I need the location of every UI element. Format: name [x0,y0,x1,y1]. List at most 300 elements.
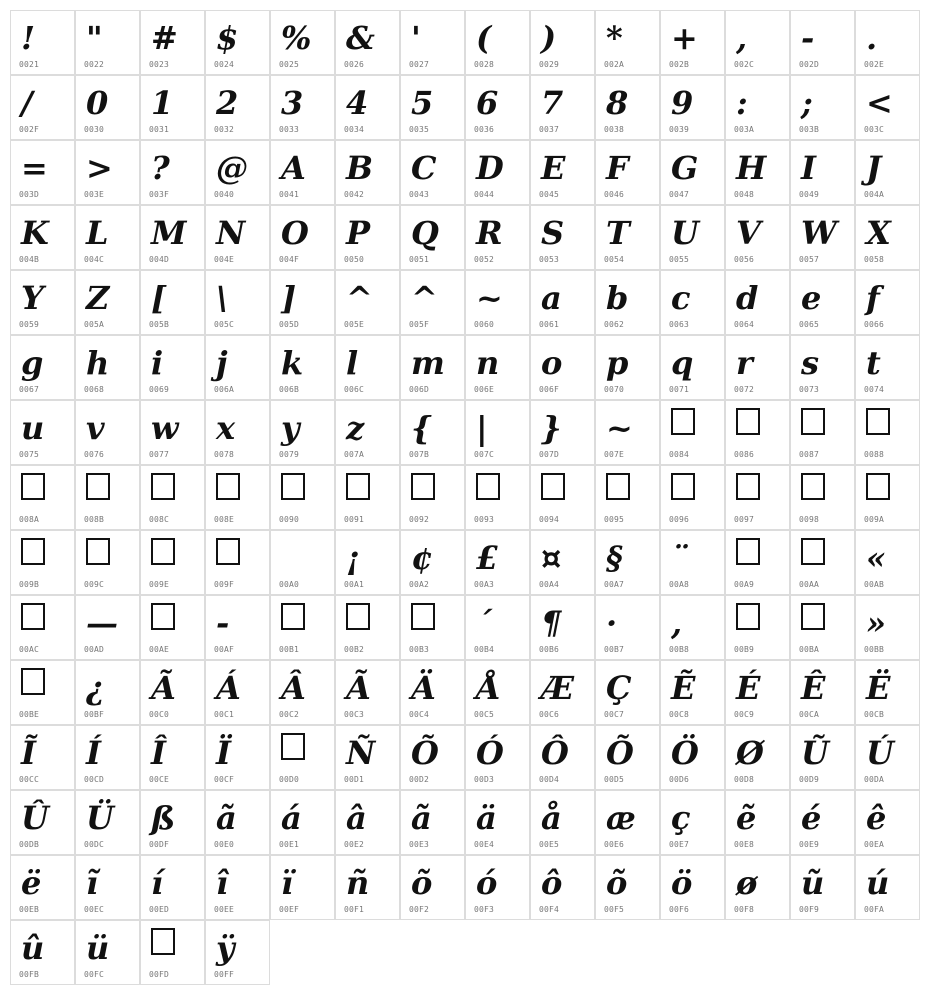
glyph-character: d [736,279,759,317]
glyph-cell [855,790,920,855]
glyph-codepoint-label: 00C3 [344,710,365,719]
glyph-cell [10,530,75,595]
glyph-cell [465,725,530,790]
glyph-codepoint-label: 0035 [409,125,430,134]
glyph-cell [595,400,660,465]
glyph-codepoint-label: 002F [19,125,40,134]
glyph-character: ! [21,19,36,57]
glyph-codepoint-label: 0029 [539,60,560,69]
glyph-character: Ï [216,734,231,772]
glyph-character: ë [21,864,42,902]
glyph-character: s [801,344,820,382]
glyph-character: ? [151,149,170,187]
glyph-codepoint-label: 00D3 [474,775,495,784]
glyph-cell [270,10,335,75]
glyph-codepoint-label: 00A4 [539,580,560,589]
glyph-cell [75,595,140,660]
glyph-cell [465,270,530,335]
glyph-cell [660,530,725,595]
glyph-cell [75,205,140,270]
glyph-character: P [346,214,371,252]
glyph-character: [ [151,279,167,317]
glyph-cell [400,75,465,140]
glyph-cell [75,10,140,75]
missing-glyph-box-icon [476,473,500,500]
glyph-character: Å [476,669,501,707]
glyph-codepoint-label: 0091 [344,515,365,524]
glyph-codepoint-label: 00CD [84,775,105,784]
glyph-codepoint-label: 006F [539,385,560,394]
glyph-codepoint-label: 0075 [19,450,40,459]
missing-glyph-box-icon [86,473,110,500]
glyph-cell [790,790,855,855]
missing-glyph-box-icon [736,603,760,630]
glyph-codepoint-label: 0067 [19,385,40,394]
glyph-character: â [346,799,367,837]
glyph-codepoint-label: 009C [84,580,105,589]
glyph-codepoint-label: 00EF [279,905,300,914]
glyph-cell [790,270,855,335]
glyph-cell [660,140,725,205]
glyph-codepoint-label: 00FF [214,970,235,979]
glyph-codepoint-label: 007D [539,450,560,459]
glyph-cell [725,465,790,530]
glyph-codepoint-label: 007C [474,450,495,459]
glyph-codepoint-label: 0051 [409,255,430,264]
glyph-character: Ú [866,734,894,772]
glyph-character: 5 [411,84,434,122]
glyph-character: * [606,19,623,57]
glyph-character: ï [281,864,294,902]
glyph-codepoint-label: 00B7 [604,645,625,654]
glyph-character: y [281,409,300,447]
glyph-cell [205,725,270,790]
glyph-character: õ [606,864,628,902]
glyph-cell [400,335,465,400]
missing-glyph-box-icon [541,473,565,500]
glyph-character: : [736,84,748,122]
glyph-codepoint-label: 00CA [799,710,820,719]
glyph-codepoint-label: 00C7 [604,710,625,719]
glyph-codepoint-label: 00F3 [474,905,495,914]
glyph-cell [400,10,465,75]
glyph-cell [335,595,400,660]
glyph-codepoint-label: 0032 [214,125,235,134]
glyph-cell [400,595,465,660]
glyph-cell [530,205,595,270]
glyph-cell [530,335,595,400]
missing-glyph-box-icon [736,408,760,435]
missing-glyph-box-icon [151,473,175,500]
glyph-character: î [216,864,229,902]
missing-glyph-box-icon [86,538,110,565]
glyph-codepoint-label: 004D [149,255,170,264]
glyph-cell [10,855,75,920]
glyph-character: # [151,19,178,57]
glyph-codepoint-label: 0069 [149,385,170,394]
glyph-codepoint-label: 00BA [799,645,820,654]
glyph-codepoint-label: 00E5 [539,840,560,849]
glyph-codepoint-label: 00AB [864,580,885,589]
glyph-codepoint-label: 00BE [19,710,40,719]
glyph-character: \ [216,279,228,317]
glyph-cell [335,530,400,595]
glyph-cell [10,920,75,985]
glyph-codepoint-label: 0038 [604,125,625,134]
glyph-cell [335,790,400,855]
glyph-cell [660,855,725,920]
glyph-cell [530,270,595,335]
glyph-codepoint-label: 009A [864,515,885,524]
glyph-character: v [86,409,105,447]
glyph-cell [335,10,400,75]
missing-glyph-box-icon [346,603,370,630]
glyph-character: 7 [541,84,564,122]
glyph-character: 2 [216,84,239,122]
glyph-character: ẽ [736,799,757,837]
glyph-cell [400,660,465,725]
missing-glyph-box-icon [151,928,175,955]
glyph-codepoint-label: 00C1 [214,710,235,719]
glyph-character: i [151,344,164,382]
glyph-codepoint-label: 008A [19,515,40,524]
glyph-codepoint-label: 0045 [539,190,560,199]
glyph-cell [140,335,205,400]
glyph-character: § [606,539,623,577]
glyph-codepoint-label: 0053 [539,255,560,264]
glyph-character: ^ [411,279,438,317]
glyph-cell [205,140,270,205]
glyph-character: H [736,149,767,187]
glyph-character: Õ [411,734,439,772]
glyph-codepoint-label: 0076 [84,450,105,459]
glyph-codepoint-label: 00AC [19,645,40,654]
glyph-cell [335,660,400,725]
glyph-character: b [606,279,629,317]
glyph-cell [205,465,270,530]
glyph-character: m [411,344,445,382]
glyph-codepoint-label: 0088 [864,450,885,459]
glyph-cell [75,855,140,920]
glyph-character: C [411,149,437,187]
glyph-cell [595,595,660,660]
glyph-cell [140,725,205,790]
glyph-codepoint-label: 0063 [669,320,690,329]
glyph-cell [75,400,140,465]
glyph-codepoint-label: 002B [669,60,690,69]
glyph-cell [595,10,660,75]
glyph-cell [205,75,270,140]
glyph-character: Â [281,669,306,707]
glyph-codepoint-label: 00E1 [279,840,300,849]
glyph-cell [855,10,920,75]
glyph-codepoint-label: 0047 [669,190,690,199]
glyph-cell [140,140,205,205]
missing-glyph-box-icon [21,603,45,630]
glyph-cell [10,10,75,75]
glyph-cell [400,725,465,790]
glyph-codepoint-label: 00E7 [669,840,690,849]
glyph-character: ç [671,799,691,837]
glyph-cell [660,790,725,855]
glyph-character: p [606,344,629,382]
glyph-cell [75,530,140,595]
glyph-codepoint-label: 00A8 [669,580,690,589]
glyph-cell [465,855,530,920]
glyph-codepoint-label: 00C5 [474,710,495,719]
glyph-character: ú [866,864,890,902]
glyph-character: ä [476,799,497,837]
glyph-cell [530,400,595,465]
glyph-codepoint-label: 0027 [409,60,430,69]
glyph-character: M [151,214,187,252]
glyph-cell [75,335,140,400]
glyph-cell [270,75,335,140]
glyph-character: K [21,214,49,252]
glyph-character: ( [476,19,492,57]
glyph-cell [10,140,75,205]
glyph-codepoint-label: 004B [19,255,40,264]
glyph-cell [75,75,140,140]
glyph-codepoint-label: 00AD [84,645,105,654]
glyph-codepoint-label: 0098 [799,515,820,524]
glyph-cell [75,660,140,725]
glyph-character: q [671,344,694,382]
glyph-codepoint-label: 007E [604,450,625,459]
glyph-cell [10,595,75,660]
glyph-codepoint-label: 00BF [84,710,105,719]
glyph-cell [530,855,595,920]
glyph-character: é [801,799,822,837]
glyph-character: Y [21,279,44,317]
glyph-cell [595,140,660,205]
glyph-character: ĩ [86,864,99,902]
glyph-codepoint-label: 00C8 [669,710,690,719]
glyph-cell [270,725,335,790]
glyph-codepoint-label: 00E8 [734,840,755,849]
glyph-cell [270,855,335,920]
glyph-codepoint-label: 0056 [734,255,755,264]
glyph-codepoint-label: 0095 [604,515,625,524]
glyph-character: G [671,149,699,187]
glyph-codepoint-label: 0068 [84,385,105,394]
glyph-cell [465,205,530,270]
missing-glyph-box-icon [606,473,630,500]
glyph-character: £ [476,539,499,577]
glyph-codepoint-label: 008E [214,515,235,524]
glyph-cell [205,660,270,725]
glyph-character: ã [216,799,237,837]
glyph-cell [270,140,335,205]
glyph-codepoint-label: 0078 [214,450,235,459]
glyph-cell [855,205,920,270]
glyph-character: Ã [346,669,371,707]
glyph-cell [595,205,660,270]
glyph-cell [335,140,400,205]
glyph-cell [140,400,205,465]
glyph-character: g [21,344,44,382]
glyph-character: / [21,84,33,122]
glyph-character: & [346,19,375,57]
glyph-cell [790,205,855,270]
glyph-character: 6 [476,84,499,122]
glyph-cell [270,270,335,335]
glyph-cell [270,400,335,465]
glyph-character: ¿ [86,669,105,707]
glyph-character: ¶ [541,604,562,642]
glyph-codepoint-label: 0046 [604,190,625,199]
glyph-codepoint-label: 00E4 [474,840,495,849]
glyph-cell [465,10,530,75]
glyph-cell [205,920,270,985]
missing-glyph-box-icon [736,473,760,500]
glyph-character: Í [86,734,101,772]
glyph-cell [205,790,270,855]
glyph-cell [595,790,660,855]
glyph-cell [140,530,205,595]
glyph-codepoint-label: 0049 [799,190,820,199]
glyph-character: ¤ [541,539,562,577]
glyph-character: a [541,279,562,317]
glyph-codepoint-label: 00DF [149,840,170,849]
glyph-cell [400,205,465,270]
glyph-codepoint-label: 0079 [279,450,300,459]
glyph-character: W [801,214,837,252]
glyph-codepoint-label: 00B1 [279,645,300,654]
glyph-character: h [86,344,110,382]
glyph-codepoint-label: 007A [344,450,365,459]
glyph-codepoint-label: 0074 [864,385,885,394]
glyph-cell [855,465,920,530]
glyph-cell [660,400,725,465]
glyph-character: = [21,149,48,187]
glyph-codepoint-label: 006C [344,385,365,394]
glyph-codepoint-label: 00C0 [149,710,170,719]
glyph-codepoint-label: 00E6 [604,840,625,849]
glyph-cell [530,465,595,530]
glyph-codepoint-label: 0071 [669,385,690,394]
glyph-codepoint-label: 003A [734,125,755,134]
glyph-cell [335,855,400,920]
glyph-codepoint-label: 0039 [669,125,690,134]
glyph-codepoint-label: 0065 [799,320,820,329]
glyph-codepoint-label: 00DC [84,840,105,849]
glyph-codepoint-label: 00C6 [539,710,560,719]
glyph-cell [660,465,725,530]
glyph-codepoint-label: 00E9 [799,840,820,849]
glyph-character: Ê [801,669,826,707]
glyph-character: ' [411,19,421,57]
glyph-cell [595,270,660,335]
glyph-codepoint-label: 00DB [19,840,40,849]
glyph-character: X [866,214,891,252]
glyph-character: % [281,19,312,57]
glyph-character: S [541,214,565,252]
glyph-cell [400,530,465,595]
glyph-codepoint-label: 0073 [799,385,820,394]
glyph-cell [725,660,790,725]
glyph-character: U [671,214,699,252]
glyph-character: « [866,539,886,577]
glyph-cell [140,270,205,335]
glyph-cell [595,465,660,530]
glyph-cell [855,595,920,660]
glyph-character: x [216,409,236,447]
glyph-character: u [21,409,45,447]
glyph-character: ¨ [671,539,687,577]
glyph-character: ] [281,279,297,317]
glyph-cell [270,530,335,595]
glyph-cell [725,790,790,855]
glyph-codepoint-label: 00DA [864,775,885,784]
glyph-cell [855,400,920,465]
glyph-codepoint-label: 00EC [84,905,105,914]
glyph-cell [75,140,140,205]
glyph-cell [855,75,920,140]
glyph-cell [855,335,920,400]
glyph-character: T [606,214,630,252]
glyph-character: o [541,344,563,382]
glyph-cell [10,205,75,270]
glyph-codepoint-label: 00EE [214,905,235,914]
missing-glyph-box-icon [346,473,370,500]
glyph-codepoint-label: 0090 [279,515,300,524]
glyph-cell [400,855,465,920]
glyph-cell [335,270,400,335]
glyph-character: Ç [606,669,632,707]
glyph-cell [725,595,790,660]
glyph-codepoint-label: 003E [84,190,105,199]
glyph-codepoint-label: 0052 [474,255,495,264]
glyph-character: Æ [541,669,575,707]
glyph-cell [140,75,205,140]
glyph-character: + [671,19,698,57]
glyph-character: e [801,279,822,317]
glyph-character: F [606,149,629,187]
missing-glyph-box-icon [151,538,175,565]
glyph-character: Ø [736,734,764,772]
glyph-codepoint-label: 004C [84,255,105,264]
glyph-character: E [541,149,566,187]
glyph-cell [465,140,530,205]
missing-glyph-box-icon [866,473,890,500]
glyph-codepoint-label: 00F6 [669,905,690,914]
glyph-cell [595,660,660,725]
glyph-codepoint-label: 00AE [149,645,170,654]
glyph-cell [790,10,855,75]
missing-glyph-box-icon [671,408,695,435]
glyph-character: ũ [801,864,825,902]
glyph-codepoint-label: 00C2 [279,710,300,719]
glyph-codepoint-label: 004A [864,190,885,199]
glyph-cell [270,660,335,725]
glyph-codepoint-label: 008B [84,515,105,524]
glyph-codepoint-label: 003D [19,190,40,199]
glyph-codepoint-label: 00ED [149,905,170,914]
glyph-codepoint-label: 00A9 [734,580,755,589]
glyph-cell [595,75,660,140]
glyph-codepoint-label: 0030 [84,125,105,134]
glyph-cell [75,725,140,790]
glyph-character: ¡ [346,539,361,577]
glyph-character: ~ [606,409,633,447]
glyph-character: 1 [151,84,174,122]
glyph-codepoint-label: 002D [799,60,820,69]
glyph-codepoint-label: 00D9 [799,775,820,784]
glyph-cell [790,595,855,660]
glyph-cell [140,790,205,855]
glyph-cell [530,790,595,855]
